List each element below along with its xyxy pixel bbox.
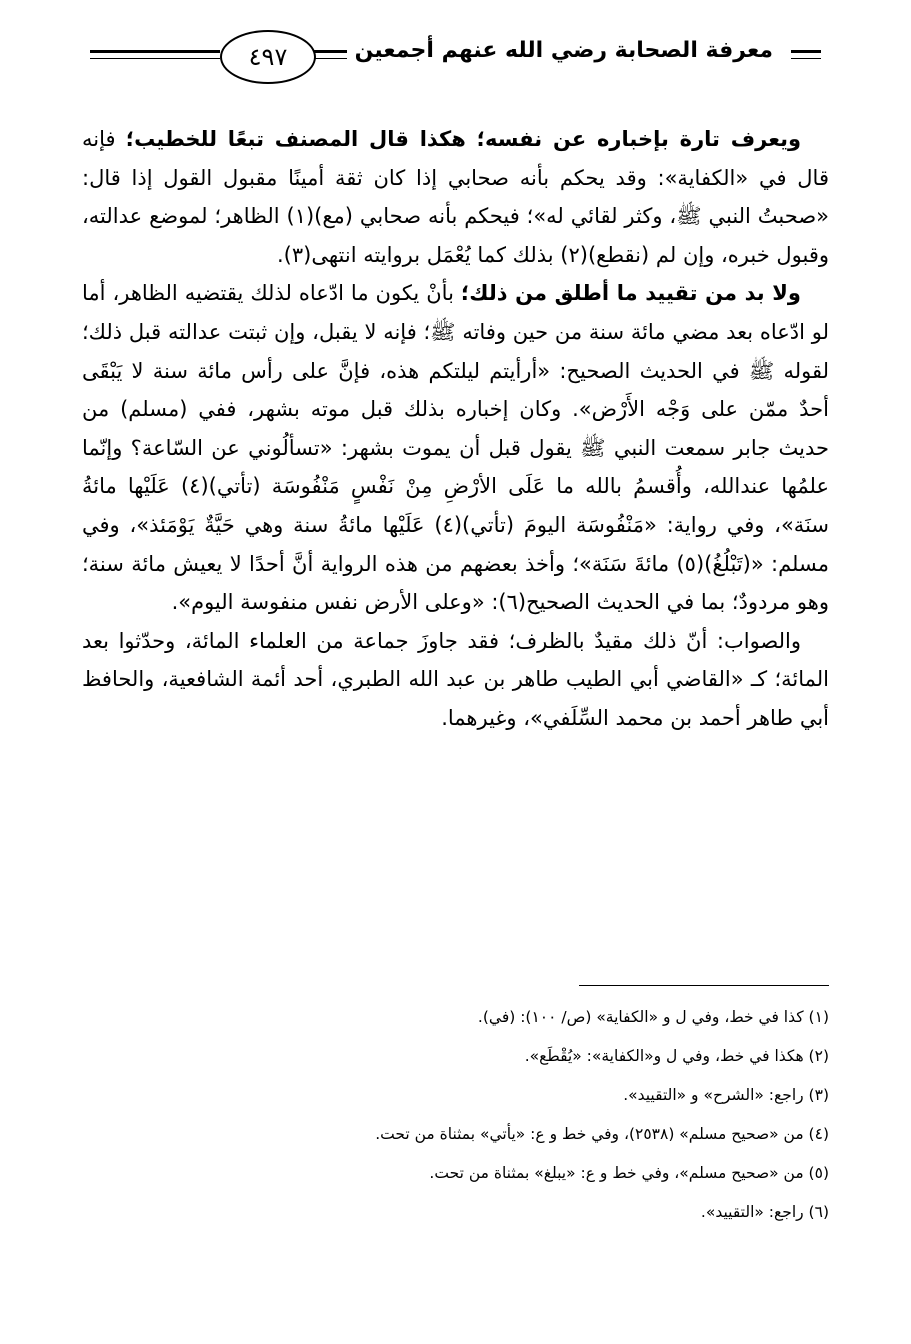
running-title: معرفة الصحابة رضي الله عنهم أجمعين: [347, 38, 781, 63]
paragraph-1-text: فإنه قال في «الكفاية»: وقد يحكم بأنه صحابي إذا كان ثقة أمينًا مقبول القول إذا قال: «صحبتُ النبي ﷺ، وكثر لقائي له»؛ فيحكم بأنه صحابي (مع)(١) الظاهر؛ لموضع عدالته، وقبول خبره، وإن لم (نقطع)(٢) بذلك كما يُعْمَل بروايته انتهى(٣).: [82, 127, 830, 267]
paragraph-2: [82, 274, 829, 621]
page-number: ٤٩٧: [220, 30, 316, 84]
footnote-2: (٢) هكذا في خط، وفي ل و«الكفاية»: «يُقْطَع».: [524, 1047, 829, 1065]
footnote-3: (٣) راجع: «الشرح» و «التقييد».: [623, 1086, 829, 1104]
footnote-1: (١) كذا في خط، وفي ل و «الكفاية» (ص/ ١٠٠): (في).: [477, 1008, 829, 1026]
header-rule-left-thin: [90, 58, 220, 59]
header-rule-right-thin: [791, 58, 821, 59]
paragraph-1: [82, 120, 829, 274]
paragraph-2-text: بأنْ يكون ما ادّعاه لذلك يقتضيه الظاهر، أما لو ادّعاه بعد مضي مائة سنة من حين وفاته ﷺ؛ فإنه لا يقبل، وإن ثبتت عدالته قبل ذلك؛ لقوله ﷺ في الحديث الصحيح: «أرأيتم ليلتكم هذه، فإنَّ على رأس مائة سنة لا يَبْقَى أحدٌ ممّن على وَجْه الأَرْض». وكان إخباره بذلك قبل موته بشهر، ففي (مسلم) من حديث جابر سمعت النبي ﷺ يقول قبل أن يموت بشهر: «تسألُوني عن السّاعة؟ وإنّما علمُها عندالله، وأُقسمُ بالله ما عَلَى الأرْضِ مِنْ نَفْسٍ مَنْفُوسَة (تأتي)(٤) عَلَيْها مائةُ سنَة»، وفي رواية: «مَنْفُوسَة اليومَ (تأتي)(٤) عَلَيْها مائةُ سنة وهي حَيَّةٌ يَوْمَئذ»، وفي مسلم: «(تَبْلُغُ)(٥) مائةَ سَنَة»؛ وأخذ بعضهم من هذه الرواية أنَّ أحدًا لا يعيش مائة سنة؛ وهو مردودٌ؛ بما في الحديث الصحيح(٦): «وعلى الأرض نفس منفوسة اليوم».: [82, 281, 829, 615]
footnote-4: (٤) من «صحيح مسلم» (٢٥٣٨)، وفي خط و ع: «يأتي» بمثناة من تحت.: [375, 1125, 829, 1143]
page-header: [90, 28, 821, 88]
paragraph-2-lead: ولا بد من تقييد ما أطلق من ذلك؛: [460, 281, 801, 306]
footnote-6: (٦) راجع: «التقييد».: [700, 1203, 829, 1221]
paragraph-3: والصواب: أنّ ذلك مقيدٌ بالظرف؛ فقد جاوزَ جماعة من العلماء المائة، وحدّثوا بعد المائة؛ كـ «القاضي أبي الطيب طاهر بن عبد الله الطبري، أحد أئمة الشافعية، والحافظ أبي طاهر أحمد بن محمد السِّلَفي»، وغيرهما.: [82, 628, 829, 730]
header-rule-left: [90, 50, 220, 53]
footnotes: [82, 998, 829, 1232]
footnote-5: (٥) من «صحيح مسلم»، وفي خط و ع: «يبلغ» بمثناة من تحت.: [429, 1164, 829, 1182]
header-rule-right: [791, 50, 821, 53]
footnote-separator: [579, 985, 829, 986]
paragraph-1-lead: ويعرف تارة بإخباره عن نفسه؛ هكذا قال المصنف تبعًا للخطيب؛: [125, 127, 802, 151]
main-text: [82, 120, 829, 738]
